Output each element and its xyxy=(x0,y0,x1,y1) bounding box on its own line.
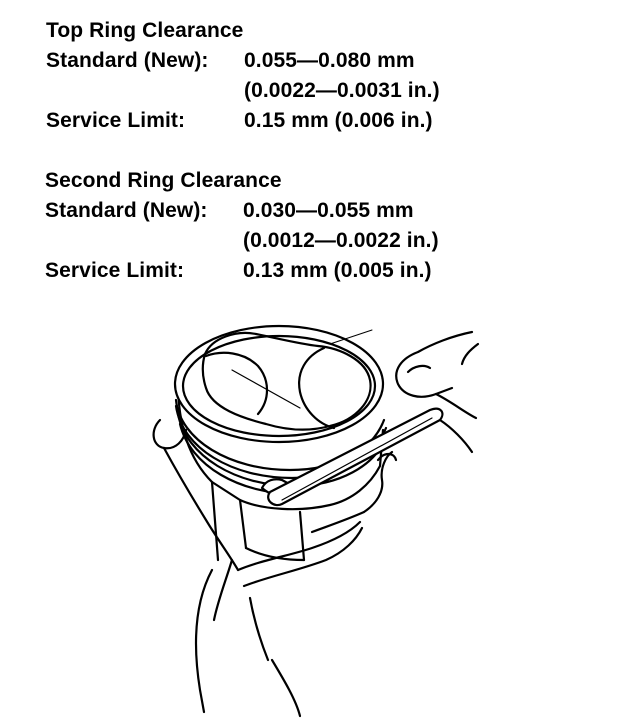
second-ring-clearance-section xyxy=(45,166,439,286)
left-hand xyxy=(154,420,396,716)
top-ring-standard-in: (0.0022—0.0031 in.) xyxy=(244,79,440,102)
second-ring-service-value: 0.13 mm (0.005 in.) xyxy=(243,259,432,282)
second-ring-service-label: Service Limit: xyxy=(45,259,185,282)
top-ring-service-label: Service Limit: xyxy=(46,109,186,132)
piston-feeler-gauge-illustration xyxy=(130,320,490,720)
top-ring-heading: Top Ring Clearance xyxy=(46,19,244,42)
second-ring-standard-in: (0.0012—0.0022 in.) xyxy=(243,229,439,252)
top-ring-service-value: 0.15 mm (0.006 in.) xyxy=(244,109,433,132)
second-ring-standard-in-row xyxy=(45,226,439,256)
second-ring-standard-mm: 0.030—0.055 mm xyxy=(243,199,414,222)
top-ring-standard-row xyxy=(46,46,415,76)
piston-crown xyxy=(175,326,383,442)
top-ring-standard-in-row xyxy=(46,76,440,106)
second-ring-standard-row xyxy=(45,196,414,226)
top-ring-standard-mm: 0.055—0.080 mm xyxy=(244,49,415,72)
top-ring-service-row xyxy=(46,106,433,136)
top-ring-clearance-section xyxy=(46,16,440,136)
top-ring-standard-label: Standard (New): xyxy=(46,49,209,72)
second-ring-service-row xyxy=(45,256,432,286)
second-ring-standard-label: Standard (New): xyxy=(45,199,208,222)
second-ring-heading: Second Ring Clearance xyxy=(45,169,282,192)
